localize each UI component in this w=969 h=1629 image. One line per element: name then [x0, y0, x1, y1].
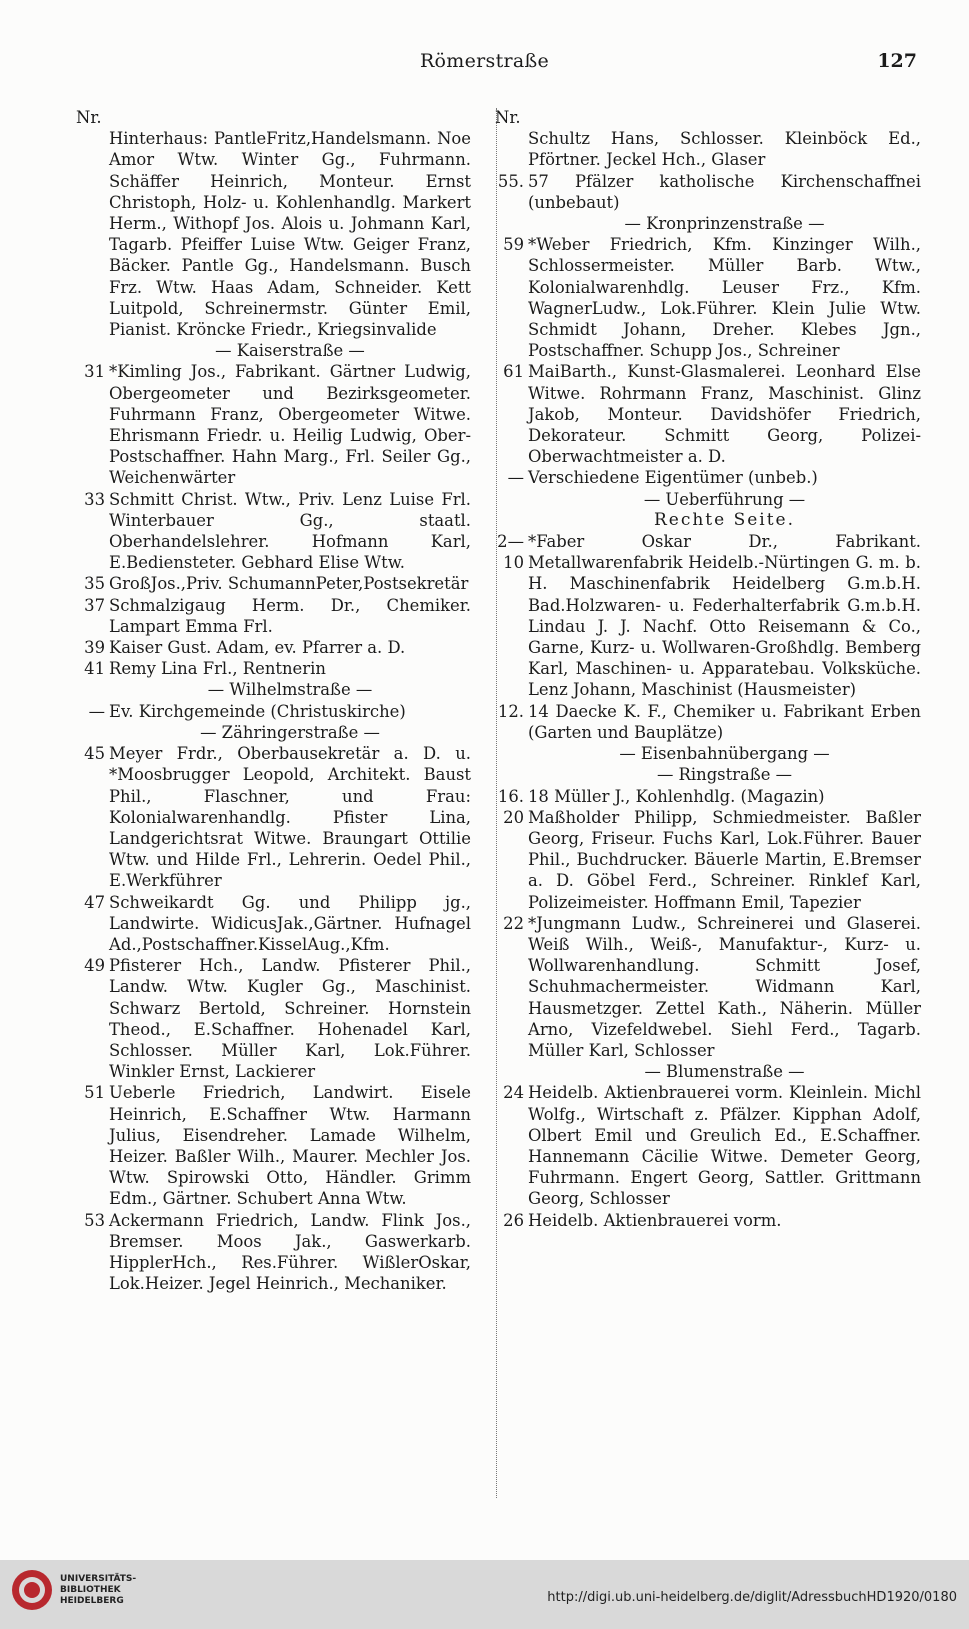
section-heading	[76, 679, 471, 700]
entry-text: Heidelb. Aktienbrauerei vorm.	[528, 1210, 782, 1230]
entry-text: Remy Lina Frl., Rentnerin	[109, 659, 326, 679]
address-entry	[495, 1210, 921, 1231]
section-heading	[495, 743, 921, 764]
entry-text: — Wilhelmstraße —	[207, 680, 373, 700]
house-number: 33	[84, 489, 105, 509]
entry-text: 18 Müller J., Kohlenhdlg. (Magazin)	[528, 786, 825, 806]
library-name	[60, 1574, 136, 1607]
section-heading	[495, 213, 921, 234]
house-number: 26	[503, 1210, 524, 1230]
address-entry	[495, 107, 921, 128]
address-entry	[76, 892, 471, 956]
entry-text: — Ringstraße —	[656, 765, 793, 785]
entry-text: Meyer Frdr., Oberbausekretär a. D. u. *Moosbrugger Leopold, Architekt. Baust Phil., Flaschner, und Frau: Kolonialwarenhandlg. Pfister Lina, Landgerichtsrat Witwe. Braungart Ottilie Wtw. und Hilde Frl., Lehrerin. Oedel Phil., E.Werkführer	[109, 744, 471, 891]
address-entry	[76, 489, 471, 574]
university-library-logo-icon	[10, 1568, 54, 1612]
house-number: —	[507, 468, 524, 488]
address-entry	[495, 531, 921, 701]
address-entry	[495, 128, 921, 170]
footer-bar	[0, 1560, 969, 1629]
section-heading	[495, 764, 921, 785]
address-entry	[76, 637, 471, 658]
entry-text: — Blumenstraße —	[644, 1062, 805, 1082]
entry-text: *Kimling Jos., Fabrikant. Gärtner Ludwig, Obergeometer und Bezirksgeometer. Fuhrmann Franz, Obergeometer Witwe. Ehrismann Friedr. u. Heilig Ludwig, Ober-Postschaffner. Hahn Marg., Frl. Seiler Gg., Weichenwärter	[109, 362, 471, 488]
address-entry	[495, 807, 921, 913]
entry-text: Ueberle Friedrich, Landwirt. Eisele Heinrich, E.Schaffner Wtw. Harmann Julius, Eisendreher. Lamade Wilhelm, Heizer. Baßler Wilh., Maurer. Mechler Jos. Wtw. Spirowski Otto, Händler. Grimm Edm., Gärtner. Schubert Anna Wtw.	[109, 1083, 471, 1209]
entry-text: MaiBarth., Kunst-Glasmalerei. Leonhard Else Witwe. Rohrmann Franz, Maschinist. Glinz Jakob, Monteur. Davidshöfer Friedrich, Dekorateur. Schmitt Georg, Polizei-Oberwachtmeister a. D.	[528, 362, 921, 467]
address-entry	[495, 913, 921, 1061]
entry-text: *Faber Oskar Dr., Fabrikant. Metallwarenfabrik Heidelb.-Nürtingen G. m. b. H. Maschinenfabrik Heidelberg G.m.b.H. Bad.Holzwaren- u. Federhalterfabrik G.m.b.H. Lindau J. J. Nachf. Otto Reisemann & Co., Garne, Kurz- u. Wollwaren-Großhdlg. Bemberg Karl, Maschinen- u. Apparatebau. Volksküche. Lenz Johann, Maschinist (Hausmeister)	[528, 532, 921, 700]
address-entry	[495, 701, 921, 743]
address-entry	[495, 786, 921, 807]
address-entry	[495, 171, 921, 213]
entry-text: Rechte Seite.	[653, 509, 796, 530]
entry-text: Schweikardt Gg. und Philipp jg., Landwirte. WidicusJak.,Gärtner. Hufnagel Ad.,Postschaffner.KisselAug.,Kfm.	[109, 892, 471, 954]
address-entry	[76, 1210, 471, 1295]
house-number: 59	[503, 235, 524, 255]
address-entry	[76, 107, 471, 128]
house-number: 41	[84, 659, 105, 679]
entry-text: Schmalzigaug Herm. Dr., Chemiker. Lampart Emma Frl.	[109, 595, 471, 636]
section-heading	[495, 1061, 921, 1082]
entry-text: Pfisterer Hch., Landw. Pfisterer Phil., Landw. Wtw. Kugler Gg., Maschinist. Schwarz Bertold, Schreiner. Hornstein Theod., E.Schaffner. Hohenadel Karl, Schlosser. Müller Karl, Lok.Führer. Winkler Ernst, Lackierer	[109, 956, 471, 1082]
entry-text: 57 Pfälzer katholische Kirchenschaffnei (unbebaut)	[528, 171, 921, 212]
right-column	[495, 107, 921, 1231]
street-title: Römerstraße	[419, 50, 550, 72]
house-number: 16.	[497, 786, 524, 806]
address-entry	[76, 128, 471, 340]
address-entry	[495, 1082, 921, 1209]
side-heading	[495, 510, 921, 531]
house-number: 49	[84, 956, 105, 976]
entry-text: Nr.	[495, 108, 521, 127]
library-name-line2: BIBLIOTHEK	[60, 1585, 121, 1595]
section-heading	[76, 340, 471, 361]
address-entry	[76, 573, 471, 594]
address-entry	[76, 743, 471, 891]
address-entry	[495, 361, 921, 467]
source-url-link[interactable]: http://digi.ub.uni-heidelberg.de/diglit/AdressbuchHD1920/0180	[547, 1590, 957, 1605]
house-number: 53	[84, 1210, 105, 1230]
left-column	[76, 107, 471, 1294]
address-entry	[495, 467, 921, 488]
entry-text: — Eisenbahnübergang —	[619, 744, 830, 764]
house-number: 12.	[497, 701, 524, 721]
house-number: 45	[84, 744, 105, 764]
page-header	[0, 50, 969, 80]
house-number: 35	[84, 574, 105, 594]
entry-text: — Kaiserstraße —	[215, 341, 365, 361]
entry-text: GroßJos.,Priv. SchumannPeter,Postsekretär	[109, 574, 469, 594]
entry-text: *Jungmann Ludw., Schreinerei und Glaserei. Weiß Wilh., Weiß-, Manufaktur-, Kurz- u. Wollwarenhandlung. Schmitt Josef, Schuhmachermeister. Widmann Karl, Hausmetzger. Zettel Kath., Näherin. Müller Arno, Vizefeldwebel. Siehl Ferd., Tagarb. Müller Karl, Schlosser	[528, 913, 921, 1060]
house-number: 51	[84, 1083, 105, 1103]
house-number: 37	[84, 595, 105, 615]
entry-text: Schmitt Christ. Wtw., Priv. Lenz Luise Frl. Winterbauer Gg., staatl. Oberhandelslehrer. Hofmann Karl, E.Bediensteter. Gebhard Elise Wtw.	[109, 489, 471, 573]
address-entry	[76, 955, 471, 1082]
address-entry	[76, 701, 471, 722]
entry-text: Ev. Kirchgemeinde (Christuskirche)	[109, 701, 406, 721]
entry-text: Verschiedene Eigentümer (unbeb.)	[528, 468, 818, 488]
address-entry	[76, 658, 471, 679]
house-number: 55.	[497, 171, 524, 191]
house-number: —	[88, 701, 105, 721]
address-entry	[76, 595, 471, 637]
entry-text: — Ueberführung —	[643, 489, 806, 509]
house-number: 61	[503, 362, 524, 382]
section-heading	[495, 489, 921, 510]
entry-text: Heidelb. Aktienbrauerei vorm. Kleinlein. Michl Wolfg., Wirtschaft z. Pfälzer. Kipphan Adolf, Olbert Emil und Greulich Ed., E.Schaffner. Hannemann Cäcilie Witwe. Demeter Georg, Fuhrmann. Engert Georg, Sattler. Grittmann Georg, Schlosser	[528, 1083, 921, 1209]
entry-text: Schultz Hans, Schlosser. Kleinböck Ed., Pförtner. Jeckel Hch., Glaser	[528, 129, 921, 170]
house-number: 22	[503, 913, 524, 933]
entry-text: Ackermann Friedrich, Landw. Flink Jos., Bremser. Moos Jak., Gaswerkarb. HipplerHch., Res.Führer. WißlerOskar, Lok.Heizer. Jegel Heinrich., Mechaniker.	[109, 1210, 471, 1294]
entry-text: — Zähringerstraße —	[200, 722, 380, 742]
house-number: 31	[84, 362, 105, 382]
address-entry	[495, 234, 921, 361]
address-entry	[76, 361, 471, 488]
entry-text: Kaiser Gust. Adam, ev. Pfarrer a. D.	[109, 638, 406, 658]
house-number: 47	[84, 892, 105, 912]
entry-text: *Weber Friedrich, Kfm. Kinzinger Wilh., Schlossermeister. Müller Barb. Wtw., Kolonialwarenhdlg. Leuser Frz., Kfm. WagnerLudw., Lok.Führer. Klein Julie Wtw. Schmidt Johann, Dreher. Klebes Jgn., Postschaffner. Schupp Jos., Schreiner	[528, 235, 921, 361]
library-name-line3: HEIDELBERG	[60, 1596, 124, 1606]
address-entry	[76, 1082, 471, 1209]
entry-text: Maßholder Philipp, Schmiedmeister. Baßler Georg, Friseur. Fuchs Karl, Lok.Führer. Bauer Phil., Buchdrucker. Bäuerle Martin, E.Bremser a. D. Göbel Ferd., Schreiner. Rinklef Karl, Polizeimeister. Hoffmann Emil, Tapezier	[528, 807, 921, 912]
entry-text: 14 Daecke K. F., Chemiker u. Fabrikant Erben (Garten und Bauplätze)	[528, 701, 921, 742]
house-number: 20	[503, 807, 524, 827]
entry-text: — Kronprinzenstraße —	[624, 214, 825, 234]
library-name-line1: UNIVERSITÄTS-	[60, 1574, 137, 1584]
entry-text: Nr.	[76, 108, 102, 127]
entry-text: Hinterhaus: PantleFritz,Handelsmann. Noe Amor Wtw. Winter Gg., Fuhrmann. Schäffer Heinrich, Monteur. Ernst Christoph, Holz- u. Kohlenhandlg. Markert Herm., Withopf Jos. Alois u. Johmann Karl, Tagarb. Pfeiffer Luise Wtw. Geiger Franz, Bäcker. Pantle Gg., Handelsmann. Busch Frz. Wtw. Haas Adam, Schneider. Kett Luitpold, Schreinermstr. Günter Emil, Pianist. Kröncke Friedr., Kriegsinvalide	[109, 129, 471, 340]
page-number: 127	[877, 50, 917, 72]
section-heading	[76, 722, 471, 743]
house-number: 24	[503, 1083, 524, 1103]
house-number: 39	[84, 638, 105, 658]
house-number: 2—10	[497, 532, 524, 573]
